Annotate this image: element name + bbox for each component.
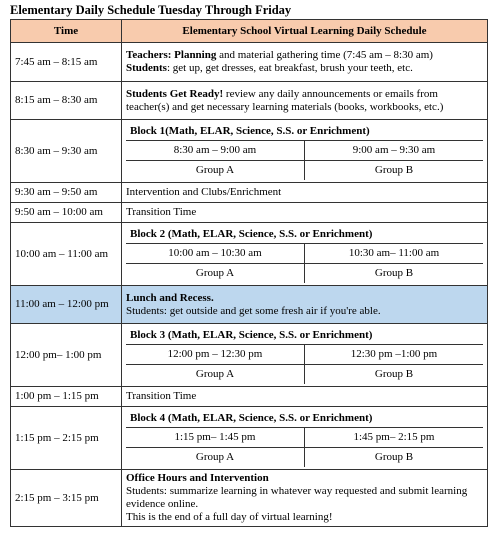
lunch-label: Lunch and Recess. xyxy=(126,291,214,304)
time-cell: 12:00 pm– 1:00 pm xyxy=(11,324,122,387)
block-cell xyxy=(122,120,488,183)
header-row xyxy=(11,20,488,43)
group-b-label: Group B xyxy=(305,264,484,284)
description-cell: Transition Time xyxy=(122,203,488,223)
description-cell xyxy=(122,43,488,82)
table-row xyxy=(11,286,488,324)
group-a-label: Group A xyxy=(126,448,305,468)
table-row xyxy=(11,120,488,183)
block-title: Block 4 (Math, ELAR, Science, S.S. or Enrichment) xyxy=(130,412,373,424)
document-title: Elementary Daily Schedule Tuesday Through Friday xyxy=(10,3,292,17)
office-hours-text: Students: summarize learning in whatever way requested and submit learning evidence online. xyxy=(126,485,468,510)
block-title: Block 3 (Math, ELAR, Science, S.S. or Enrichment) xyxy=(130,329,373,341)
group-b-label: Group B xyxy=(305,365,484,385)
office-hours-label: Office Hours and Intervention xyxy=(126,472,269,484)
time-cell: 7:45 am – 8:15 am xyxy=(11,43,122,82)
get-ready-text: review any daily announcements or emails from teacher(s) and get necessary learning materials (books, workbooks, etc.) xyxy=(126,87,444,113)
time-cell: 1:15 pm – 2:15 pm xyxy=(11,407,122,470)
group-table xyxy=(126,427,483,467)
group-a-time: 8:30 am – 9:00 am xyxy=(126,141,305,161)
group-a-label: Group A xyxy=(126,161,305,181)
group-b-time: 1:45 pm– 2:15 pm xyxy=(305,428,484,448)
group-b-label: Group B xyxy=(305,161,484,181)
group-b-time: 10:30 am– 11:00 am xyxy=(305,244,484,264)
description-cell xyxy=(122,470,488,527)
time-cell: 10:00 am – 11:00 am xyxy=(11,223,122,286)
table-row xyxy=(11,43,488,82)
time-cell: 2:15 pm – 3:15 pm xyxy=(11,470,122,527)
group-b-label: Group B xyxy=(305,448,484,468)
time-cell: 8:15 am – 8:30 am xyxy=(11,82,122,120)
description-cell xyxy=(122,286,488,324)
students-label: Students xyxy=(126,62,167,74)
table-row xyxy=(11,407,488,470)
teachers-label: Teachers: Planning xyxy=(126,49,217,61)
schedule-table xyxy=(10,19,488,527)
time-cell: 11:00 am – 12:00 pm xyxy=(11,286,122,324)
table-row xyxy=(11,324,488,387)
time-cell: 9:50 am – 10:00 am xyxy=(11,203,122,223)
group-b-time: 9:00 am – 9:30 am xyxy=(305,141,484,161)
group-table xyxy=(126,344,483,384)
block-title: Block 2 (Math, ELAR, Science, S.S. or Enrichment) xyxy=(130,228,373,240)
table-row xyxy=(11,387,488,407)
group-a-label: Group A xyxy=(126,365,305,385)
schedule-header: Elementary School Virtual Learning Daily Schedule xyxy=(122,20,488,43)
block-cell xyxy=(122,407,488,470)
block-cell xyxy=(122,223,488,286)
group-a-time: 10:00 am – 10:30 am xyxy=(126,244,305,264)
group-table xyxy=(126,140,483,180)
table-row xyxy=(11,183,488,203)
time-cell: 1:00 pm – 1:15 pm xyxy=(11,387,122,407)
table-row xyxy=(11,203,488,223)
group-b-time: 12:30 pm –1:00 pm xyxy=(305,345,484,365)
lunch-text: Students: get outside and get some fresh air if you're able. xyxy=(126,304,381,317)
teachers-text: and material gathering time (7:45 am – 8:30 am) xyxy=(216,49,433,61)
group-table xyxy=(126,243,483,283)
table-row xyxy=(11,470,488,527)
group-a-time: 12:00 pm – 12:30 pm xyxy=(126,345,305,365)
description-cell: Intervention and Clubs/Enrichment xyxy=(122,183,488,203)
table-row xyxy=(11,223,488,286)
end-of-day-text: This is the end of a full day of virtual learning! xyxy=(126,511,333,523)
description-cell xyxy=(122,82,488,120)
students-text: : get up, get dresses, eat breakfast, brush your teeth, etc. xyxy=(166,62,413,74)
time-header: Time xyxy=(11,20,122,43)
group-a-label: Group A xyxy=(126,264,305,284)
group-a-time: 1:15 pm– 1:45 pm xyxy=(126,428,305,448)
table-row xyxy=(11,82,488,120)
description-cell: Transition Time xyxy=(122,387,488,407)
block-title: Block 1(Math, ELAR, Science, S.S. or Enrichment) xyxy=(130,125,370,137)
time-cell: 8:30 am – 9:30 am xyxy=(11,120,122,183)
block-cell xyxy=(122,324,488,387)
get-ready-label: Students Get Ready! xyxy=(126,87,224,100)
time-cell: 9:30 am – 9:50 am xyxy=(11,183,122,203)
